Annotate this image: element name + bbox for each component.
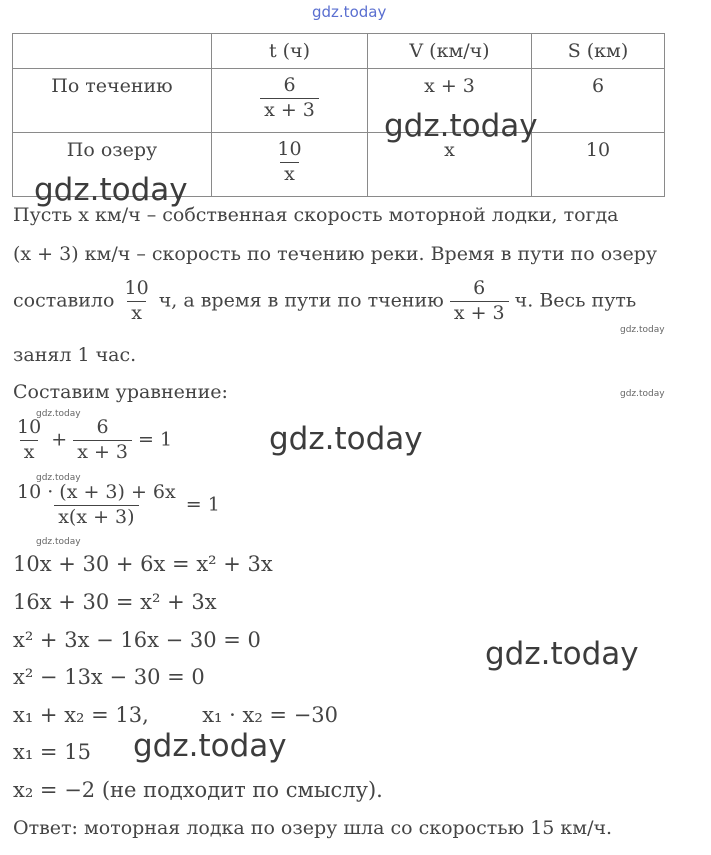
time-cell: [212, 69, 368, 133]
text-fragment: ч. Весь путь: [514, 289, 637, 312]
fraction: [260, 75, 319, 122]
fraction-denominator: x: [20, 440, 39, 464]
equation: x² − 13x − 30 = 0: [13, 665, 205, 689]
watermark: gdz.today: [485, 636, 639, 672]
table-header-cell: [13, 34, 212, 69]
distance-cell: 6: [532, 69, 665, 133]
fraction-denominator: x + 3: [450, 301, 509, 325]
table-header-cell: t (ч): [212, 34, 368, 69]
fraction-denominator: x(x + 3): [54, 505, 138, 529]
equation: 16x + 30 = x² + 3x: [13, 590, 217, 614]
fraction-numerator: 6: [473, 277, 486, 299]
text-line: [13, 278, 636, 325]
fraction: [450, 278, 509, 325]
vieta-product: x₁ · x₂ = −30: [202, 703, 339, 727]
fraction-numerator: 10: [277, 138, 302, 160]
watermark-small: gdz.today: [36, 409, 81, 419]
fraction-denominator: x: [127, 301, 146, 325]
text-line: Составим уравнение:: [13, 381, 228, 403]
watermark-top: gdz.today: [312, 3, 387, 21]
fraction: [73, 417, 132, 464]
fraction-numerator: 6: [96, 416, 109, 438]
watermark-small: gdz.today: [36, 537, 81, 547]
equation: x₂ = −2 (не подходит по смыслу).: [13, 778, 383, 802]
fraction: [13, 482, 180, 529]
equation: $\frac{10}{x}$ + $\frac{6}{x + 3}$ = 1: [13, 417, 172, 464]
watermark-small: gdz.today: [36, 473, 81, 483]
table-header-cell: S (км): [532, 34, 665, 69]
watermark: gdz.today: [269, 421, 423, 457]
text-line: Пусть x км/ч – собственная скорость моторной лодки, тогда: [13, 204, 619, 226]
equation: [13, 482, 220, 529]
table-row: [13, 69, 665, 133]
text-line: (x + 3) км/ч – скорость по течению реки. Время в пути по озеру: [13, 243, 658, 265]
watermark-small: gdz.today: [620, 325, 665, 335]
equation-rhs: = 1: [138, 428, 173, 451]
row-label: По течению: [13, 69, 212, 133]
text-fragment: ч, а время в пути по тчению: [158, 289, 444, 312]
fraction-numerator: 10: [17, 416, 42, 438]
fraction: [120, 278, 152, 325]
text-fragment: составило: [13, 289, 115, 312]
row-label: По озеру: [13, 133, 212, 197]
equation: 10x + 30 + 6x = x² + 3x: [13, 552, 273, 576]
speed-cell: x + 3: [368, 69, 532, 133]
watermark: gdz.today: [384, 108, 538, 144]
equation: x₁ = 15: [13, 740, 91, 764]
watermark-small: gdz.today: [620, 389, 665, 399]
fraction-denominator: x: [280, 162, 299, 186]
table-header-cell: V (км/ч): [368, 34, 532, 69]
answer-line: Ответ: моторная лодка по озеру шла со скоростью 15 км/ч.: [13, 817, 613, 839]
time-cell: [212, 133, 368, 197]
distance-cell: 10: [532, 133, 665, 197]
speed-cell: x: [368, 133, 532, 197]
equation-rhs: = 1: [185, 493, 220, 516]
fraction-denominator: x + 3: [260, 98, 319, 122]
fraction: [273, 139, 305, 186]
watermark: gdz.today: [34, 172, 188, 208]
table-header-row: [13, 34, 665, 69]
fraction-numerator: 10 · (x + 3) + 6x: [17, 481, 176, 503]
fraction: [13, 417, 45, 464]
equation: x² + 3x − 16x − 30 = 0: [13, 628, 261, 652]
fraction-numerator: 10: [124, 277, 149, 299]
text-line: занял 1 час.: [13, 344, 137, 366]
watermark: gdz.today: [133, 728, 287, 764]
equation: [13, 703, 338, 727]
vieta-sum: x₁ + x₂ = 13,: [13, 703, 149, 727]
fraction-denominator: x + 3: [73, 440, 132, 464]
fraction-numerator: 6: [283, 74, 296, 96]
